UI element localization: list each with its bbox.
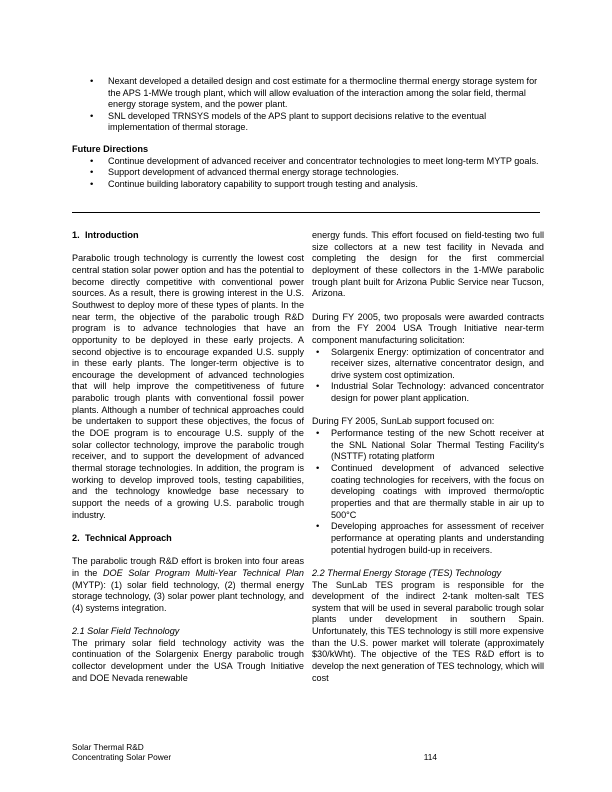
sunlab-intro-paragraph: During FY 2005, SunLab support focused on: [312, 416, 495, 427]
list-item: • Continued development of advanced selective coating technologies for receivers, with the focus on developing coatings with improved thermo/optic properties and that are thermally stable in air up to 500°C [312, 463, 544, 521]
technical-approach-paragraph [72, 556, 304, 614]
spacer [312, 405, 544, 417]
section-heading-introduction [72, 230, 304, 242]
list-item: • SNL developed TRNSYS models of the APS plant to support decisions relative to the eventual implementation of thermal storage. [72, 111, 540, 134]
section-title: Introduction [85, 230, 139, 240]
approach-text-pre: The parabolic trough R&D effort is broken into four areas in the [72, 556, 304, 578]
spacer [72, 134, 540, 144]
top-section [72, 76, 540, 190]
spacer [312, 556, 544, 568]
section-number: 1. [72, 230, 80, 240]
subsection-2-1-body: The primary solar field technology activity was the continuation of the Solargenix Energy parabolic trough collector development under the USA Trough Initiative and DOE Nevada renewable [72, 637, 304, 683]
subsection-heading-2-2: 2.2 Thermal Energy Storage (TES) Technology [312, 567, 502, 578]
fy2005-intro-paragraph: During FY 2005, two proposals were awarded contracts from the FY 2004 USA Trough Initiative near-term component manufacturing solicitation: [312, 311, 544, 345]
list-item: • Nexant developed a detailed design and cost estimate for a thermocline thermal energy storage system for the APS 1-MWe trough plant, which will allow evaluation of the interaction among the solar field, thermal energy storage system, and the power plant. [72, 76, 540, 111]
list-item: • Performance testing of the new Schott receiver at the SNL National Solar Thermal Testing Facility's (NSTTF) rotating platform [312, 428, 544, 463]
continued-paragraph: energy funds. This effort focused on field-testing two full size collectors at a new test facility in Nevada and completing the design for the first commercial deployment of these collectors in the 1-MWe parabolic trough plant built for Arizona Public Service near Tucson, Arizona. [312, 230, 544, 299]
list-item: • Developing approaches for assessment of receiver performance at operating plants and understanding potential hydrogen build-up in receivers. [312, 521, 544, 556]
right-column [312, 230, 544, 684]
section-heading-technical-approach [72, 533, 304, 545]
subsection-2-2-body: The SunLab TES program is responsible for the development of the indirect 2-tank molten-salt TES system that will be used in several parabolic trough solar plants under development in southern Spain. Unfortunately, this TES technology is still more expensive than the U.S. power market will tolerate (approximately $30/kWht). The objective of the TES R&D effort is to develop the next generation of TES technology, which will cost [312, 579, 544, 683]
spacer [72, 545, 304, 557]
fy2005-bullet-list [312, 347, 544, 405]
section-number: 2. [72, 532, 80, 543]
intro-paragraph: Parabolic trough technology is currently the lowest cost central station solar power option and has the potential to become directly competitive with conventional power sources. As a result, there is growing interest in the U.S. Southwest to deploy more of these types of plants. In the near term, the objective of the parabolic trough R&D program is to advance technologies that have an opportunity to be deployed in these early projects. A second objective is to encourage expanded U.S. supply in these early plants. The longer-term objective is to encourage the development of advanced technologies that will help improve the competitiveness of future parabolic trough plants with conventional fossil power plants. Although a number of technical approaches could be undertaken to support these objectives, the focus of the DOE program is to encourage U.S. supply of the solar collector technology, improve the parabolic trough receiver, and to support the development of advanced thermal storage technologies. In addition, the program is working to develop improved tools, testing capabilities, and the technology knowledge base necessary to support the needs of a growing U.S. parabolic trough industry. [72, 253, 304, 520]
list-item: • Support development of advanced thermal energy storage technologies. [72, 167, 540, 179]
approach-text-post: (MYTP): (1) solar field technology, (2) thermal energy storage technology, (3) solar power plant technology, and (4) systems integration. [72, 579, 304, 613]
future-directions-bullet-list [72, 156, 540, 191]
spacer [72, 614, 304, 626]
left-column [72, 230, 304, 684]
page-number: 114 [423, 752, 437, 763]
list-item: • Solargenix Energy: optimization of concentrator and receiver sizes, alternative concentrator design, and drive system cost optimization. [312, 347, 544, 382]
sunlab-bullet-list [312, 428, 544, 556]
subsection-heading-2-1: 2.1 Solar Field Technology [72, 626, 180, 637]
list-item: • Industrial Solar Technology: advanced concentrator design for power plant application. [312, 381, 544, 404]
section-divider [72, 212, 540, 213]
plan-title-italic: DOE Solar Program Multi-Year Technical Plan [102, 567, 304, 578]
list-item: • Continue development of advanced receiver and concentrator technologies to meet long-term MYTP goals. [72, 156, 540, 168]
spacer [72, 242, 304, 254]
section-title: Technical Approach [85, 532, 172, 543]
spacer [312, 300, 544, 312]
top-bullet-list [72, 76, 540, 134]
list-item: • Continue building laboratory capability to support trough testing and analysis. [72, 179, 540, 191]
future-directions-heading: Future Directions [72, 143, 149, 154]
footer-line-2: Concentrating Solar Power [72, 752, 172, 763]
page-footer [72, 742, 540, 772]
spacer [72, 521, 304, 533]
footer-line-1: Solar Thermal R&D [72, 742, 144, 752]
